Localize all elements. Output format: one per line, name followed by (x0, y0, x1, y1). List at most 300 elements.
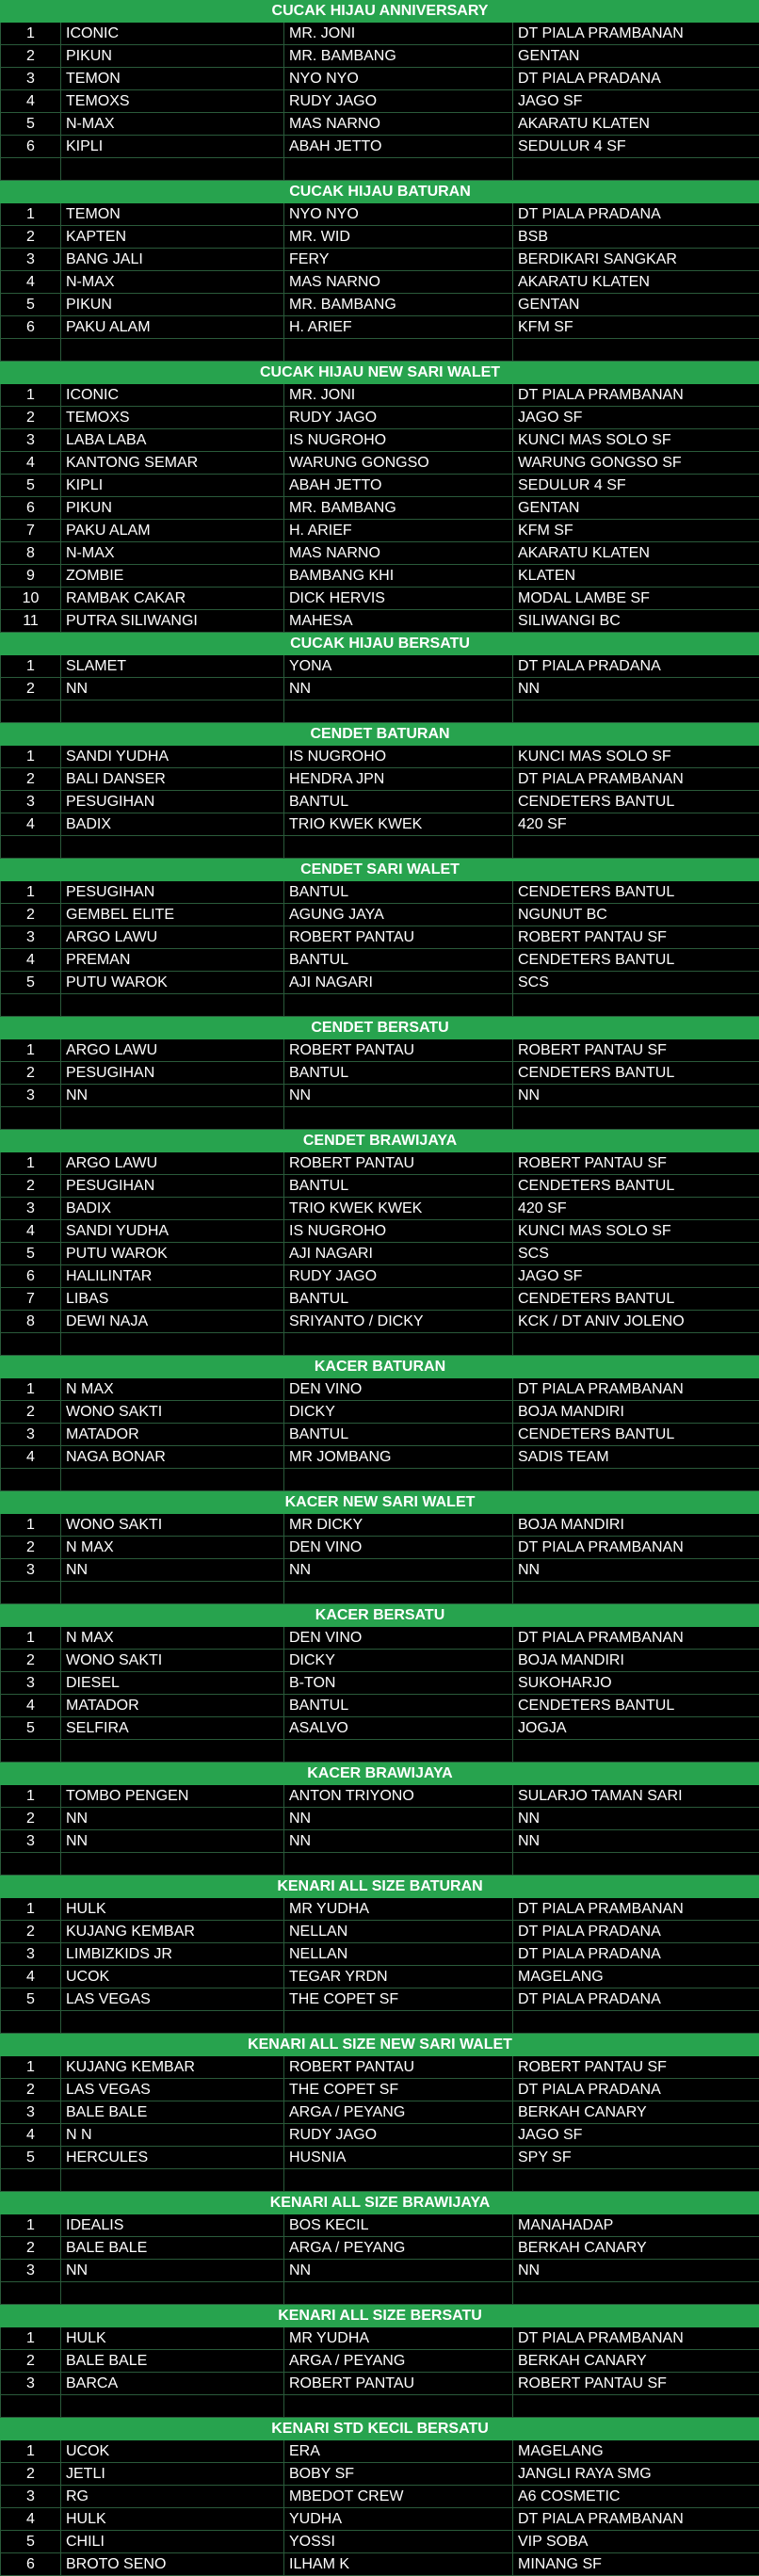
bird-name-cell: BARCA (61, 2373, 284, 2395)
bird-name-cell: NN (61, 1559, 284, 1582)
empty-cell (284, 2011, 513, 2034)
bird-name-cell: N MAX (61, 1537, 284, 1559)
bird-name-cell: LAS VEGAS (61, 1988, 284, 2011)
bird-name-cell: BROTO SENO (61, 2553, 284, 2576)
owner-cell: NN (284, 1559, 513, 1582)
owner-cell: NN (284, 1830, 513, 1853)
table-row (1, 2373, 759, 2395)
section-header (1, 2305, 759, 2327)
rank-cell: 2 (1, 226, 61, 249)
team-cell: JAGO SF (513, 90, 759, 113)
owner-cell: FERY (284, 249, 513, 271)
table-row (1, 1695, 759, 1717)
table-row (1, 1921, 759, 1943)
owner-cell: THE COPET SF (284, 2079, 513, 2101)
bird-name-cell: TOMBO PENGEN (61, 1785, 284, 1808)
bird-name-cell: TEMON (61, 203, 284, 226)
table-row (1, 926, 759, 949)
table-row (1, 2147, 759, 2169)
empty-cell (61, 2282, 284, 2305)
rank-cell: 4 (1, 1220, 61, 1243)
owner-cell: ARGA / PEYANG (284, 2237, 513, 2260)
owner-cell: IS NUGROHO (284, 746, 513, 768)
owner-cell: AJI NAGARI (284, 1243, 513, 1265)
team-cell: CENDETERS BANTUL (513, 791, 759, 813)
rank-cell: 3 (1, 926, 61, 949)
owner-cell: BOBY SF (284, 2463, 513, 2486)
empty-cell (284, 2169, 513, 2192)
rank-cell: 2 (1, 407, 61, 429)
bird-name-cell: BADIX (61, 813, 284, 836)
table-row (1, 1514, 759, 1537)
bird-name-cell: ARGO LAWU (61, 1039, 284, 1062)
section-header (1, 0, 759, 23)
table-row (1, 1446, 759, 1469)
owner-cell: ERA (284, 2440, 513, 2463)
team-cell: CENDETERS BANTUL (513, 1424, 759, 1446)
team-cell: MAGELANG (513, 2440, 759, 2463)
owner-cell: BANTUL (284, 791, 513, 813)
table-row (1, 2350, 759, 2373)
bird-name-cell: CHILI (61, 2531, 284, 2553)
rank-cell: 4 (1, 2124, 61, 2147)
bird-name-cell: LIBAS (61, 1288, 284, 1311)
team-cell: DT PIALA PRAMBANAN (513, 384, 759, 407)
empty-cell (1, 2282, 61, 2305)
bird-name-cell: KIPLI (61, 136, 284, 158)
spacer-row (1, 2282, 759, 2305)
team-cell: MINANG SF (513, 2553, 759, 2576)
team-cell: GENTAN (513, 294, 759, 316)
table-row (1, 1808, 759, 1830)
rank-cell: 3 (1, 1198, 61, 1220)
rank-cell: 6 (1, 2553, 61, 2576)
spacer-row (1, 700, 759, 723)
rank-cell: 2 (1, 1175, 61, 1198)
empty-cell (1, 1582, 61, 1604)
section-title: KACER BATURAN (1, 1356, 759, 1378)
table-row (1, 45, 759, 68)
table-row (1, 1537, 759, 1559)
rank-cell: 4 (1, 271, 61, 294)
owner-cell: MBEDOT CREW (284, 2486, 513, 2508)
owner-cell: BOS KECIL (284, 2214, 513, 2237)
team-cell: ROBERT PANTAU SF (513, 926, 759, 949)
table-row (1, 68, 759, 90)
bird-name-cell: N MAX (61, 1627, 284, 1650)
team-cell: DT PIALA PRAMBANAN (513, 2327, 759, 2350)
bird-name-cell: NN (61, 1085, 284, 1107)
team-cell: JAGO SF (513, 407, 759, 429)
empty-cell (513, 1469, 759, 1491)
rank-cell: 3 (1, 2260, 61, 2282)
table-row (1, 949, 759, 972)
table-row (1, 226, 759, 249)
team-cell: DT PIALA PRADANA (513, 655, 759, 678)
table-row (1, 2214, 759, 2237)
rank-cell: 5 (1, 113, 61, 136)
table-row (1, 1424, 759, 1446)
owner-cell: MR. JONI (284, 23, 513, 45)
owner-cell: YOSSI (284, 2531, 513, 2553)
bird-name-cell: BALE BALE (61, 2237, 284, 2260)
table-row (1, 678, 759, 700)
spacer-row (1, 1469, 759, 1491)
table-row (1, 1378, 759, 1401)
team-cell: BERDIKARI SANGKAR (513, 249, 759, 271)
section-header (1, 1017, 759, 1039)
empty-cell (61, 994, 284, 1017)
empty-cell (284, 1107, 513, 1130)
bird-name-cell: RAMBAK CAKAR (61, 588, 284, 610)
bird-name-cell: LAS VEGAS (61, 2079, 284, 2101)
rank-cell: 1 (1, 1039, 61, 1062)
team-cell: SPY SF (513, 2147, 759, 2169)
empty-cell (284, 339, 513, 362)
empty-cell (1, 339, 61, 362)
team-cell: WARUNG GONGSO SF (513, 452, 759, 475)
owner-cell: ROBERT PANTAU (284, 2373, 513, 2395)
table-row (1, 1152, 759, 1175)
table-row (1, 791, 759, 813)
owner-cell: AGUNG JAYA (284, 904, 513, 926)
table-row (1, 1401, 759, 1424)
rank-cell: 2 (1, 1921, 61, 1943)
section-title: KENARI ALL SIZE NEW SARI WALET (1, 2034, 759, 2056)
owner-cell: BAMBANG KHI (284, 565, 513, 588)
owner-cell: RUDY JAGO (284, 90, 513, 113)
table-row (1, 2463, 759, 2486)
section-title: CENDET SARI WALET (1, 859, 759, 881)
rank-cell: 2 (1, 2463, 61, 2486)
bird-name-cell: ARGO LAWU (61, 1152, 284, 1175)
table-row (1, 1039, 759, 1062)
spacer-row (1, 158, 759, 181)
bird-name-cell: WONO SAKTI (61, 1514, 284, 1537)
owner-cell: MR YUDHA (284, 2327, 513, 2350)
rank-cell: 4 (1, 813, 61, 836)
section-header (1, 2034, 759, 2056)
rank-cell: 3 (1, 249, 61, 271)
empty-cell (513, 1333, 759, 1356)
team-cell: SILIWANGI BC (513, 610, 759, 633)
rank-cell: 3 (1, 2486, 61, 2508)
rank-cell: 9 (1, 565, 61, 588)
bird-name-cell: UCOK (61, 2440, 284, 2463)
owner-cell: MR DICKY (284, 1514, 513, 1537)
rank-cell: 3 (1, 2101, 61, 2124)
table-row (1, 588, 759, 610)
team-cell: ROBERT PANTAU SF (513, 2056, 759, 2079)
empty-cell (61, 700, 284, 723)
bird-name-cell: PUTU WAROK (61, 972, 284, 994)
team-cell: AKARATU KLATEN (513, 113, 759, 136)
bird-name-cell: KUJANG KEMBAR (61, 2056, 284, 2079)
rank-cell: 1 (1, 655, 61, 678)
bird-name-cell: PIKUN (61, 497, 284, 520)
table-row (1, 972, 759, 994)
team-cell: KFM SF (513, 316, 759, 339)
owner-cell: DICKY (284, 1401, 513, 1424)
rank-cell: 1 (1, 1378, 61, 1401)
empty-cell (284, 994, 513, 1017)
owner-cell: ILHAM K (284, 2553, 513, 2576)
owner-cell: YONA (284, 655, 513, 678)
rank-cell: 4 (1, 1966, 61, 1988)
team-cell: MAGELANG (513, 1966, 759, 1988)
team-cell: JAGO SF (513, 1265, 759, 1288)
team-cell: DT PIALA PRAMBANAN (513, 23, 759, 45)
bird-name-cell: LIMBIZKIDS JR (61, 1943, 284, 1966)
owner-cell: RUDY JAGO (284, 407, 513, 429)
bird-name-cell: SLAMET (61, 655, 284, 678)
bird-name-cell: PAKU ALAM (61, 520, 284, 542)
owner-cell: MAS NARNO (284, 542, 513, 565)
bird-name-cell: N N (61, 2124, 284, 2147)
empty-cell (61, 1333, 284, 1356)
empty-cell (61, 2011, 284, 2034)
empty-cell (61, 1582, 284, 1604)
table-row (1, 271, 759, 294)
bird-name-cell: DEWI NAJA (61, 1311, 284, 1333)
team-cell: BOJA MANDIRI (513, 1514, 759, 1537)
team-cell: BERKAH CANARY (513, 2350, 759, 2373)
empty-cell (284, 1333, 513, 1356)
rank-cell: 2 (1, 1062, 61, 1085)
owner-cell: BANTUL (284, 949, 513, 972)
empty-cell (1, 836, 61, 859)
table-row (1, 1717, 759, 1740)
bird-name-cell: SANDI YUDHA (61, 1220, 284, 1243)
bird-name-cell: JETLI (61, 2463, 284, 2486)
table-row (1, 768, 759, 791)
owner-cell: THE COPET SF (284, 1988, 513, 2011)
team-cell: KCK / DT ANIV JOLENO (513, 1311, 759, 1333)
owner-cell: ROBERT PANTAU (284, 926, 513, 949)
spacer-row (1, 1740, 759, 1763)
table-row (1, 1175, 759, 1198)
owner-cell: WARUNG GONGSO (284, 452, 513, 475)
bird-name-cell: HULK (61, 2327, 284, 2350)
empty-cell (1, 2011, 61, 2034)
owner-cell: TEGAR YRDN (284, 1966, 513, 1988)
section-header (1, 1604, 759, 1627)
rank-cell: 1 (1, 881, 61, 904)
empty-cell (61, 158, 284, 181)
bird-name-cell: HERCULES (61, 2147, 284, 2169)
rank-cell: 5 (1, 1717, 61, 1740)
owner-cell: ARGA / PEYANG (284, 2350, 513, 2373)
table-row (1, 2531, 759, 2553)
table-row (1, 2553, 759, 2576)
section-header (1, 2418, 759, 2440)
team-cell: MANAHADAP (513, 2214, 759, 2237)
owner-cell: MR. JONI (284, 384, 513, 407)
table-row (1, 90, 759, 113)
empty-cell (61, 1107, 284, 1130)
empty-cell (284, 700, 513, 723)
team-cell: AKARATU KLATEN (513, 271, 759, 294)
bird-name-cell: PUTRA SILIWANGI (61, 610, 284, 633)
table-row (1, 23, 759, 45)
bird-name-cell: N-MAX (61, 542, 284, 565)
empty-cell (1, 1853, 61, 1876)
rank-cell: 7 (1, 1288, 61, 1311)
team-cell: CENDETERS BANTUL (513, 1288, 759, 1311)
team-cell: DT PIALA PRAMBANAN (513, 768, 759, 791)
rank-cell: 3 (1, 1559, 61, 1582)
team-cell: JANGLI RAYA SMG (513, 2463, 759, 2486)
team-cell: BOJA MANDIRI (513, 1401, 759, 1424)
rank-cell: 1 (1, 2056, 61, 2079)
bird-name-cell: MATADOR (61, 1424, 284, 1446)
rank-cell: 6 (1, 1265, 61, 1288)
rank-cell: 3 (1, 1672, 61, 1695)
section-title: KENARI STD KECIL BERSATU (1, 2418, 759, 2440)
empty-cell (1, 1740, 61, 1763)
table-row (1, 1898, 759, 1921)
section-header (1, 362, 759, 384)
rank-cell: 4 (1, 1446, 61, 1469)
owner-cell: MAS NARNO (284, 113, 513, 136)
section-title: KENARI ALL SIZE BATURAN (1, 1876, 759, 1898)
table-row (1, 610, 759, 633)
rank-cell: 2 (1, 2350, 61, 2373)
rank-cell: 4 (1, 2508, 61, 2531)
team-cell: A6 COSMETIC (513, 2486, 759, 2508)
empty-cell (513, 2395, 759, 2418)
bird-name-cell: DIESEL (61, 1672, 284, 1695)
empty-cell (1, 1469, 61, 1491)
empty-cell (513, 1853, 759, 1876)
empty-cell (513, 2011, 759, 2034)
table-row (1, 542, 759, 565)
rank-cell: 1 (1, 2440, 61, 2463)
owner-cell: MR. WID (284, 226, 513, 249)
section-title: KACER NEW SARI WALET (1, 1491, 759, 1514)
empty-cell (1, 158, 61, 181)
empty-cell (284, 1582, 513, 1604)
table-row (1, 294, 759, 316)
team-cell: SEDULUR 4 SF (513, 475, 759, 497)
bird-name-cell: N MAX (61, 1378, 284, 1401)
section-title: CUCAK HIJAU BATURAN (1, 181, 759, 203)
bird-name-cell: IDEALIS (61, 2214, 284, 2237)
team-cell: SCS (513, 972, 759, 994)
owner-cell: BANTUL (284, 1175, 513, 1198)
table-row (1, 429, 759, 452)
rank-cell: 2 (1, 678, 61, 700)
spacer-row (1, 2169, 759, 2192)
spacer-row (1, 2011, 759, 2034)
spacer-row (1, 994, 759, 1017)
table-row (1, 1672, 759, 1695)
owner-cell: BANTUL (284, 1695, 513, 1717)
table-row (1, 655, 759, 678)
owner-cell: NN (284, 1085, 513, 1107)
bird-name-cell: ICONIC (61, 384, 284, 407)
team-cell: VIP SOBA (513, 2531, 759, 2553)
rank-cell: 3 (1, 429, 61, 452)
team-cell: NN (513, 1830, 759, 1853)
bird-name-cell: KAPTEN (61, 226, 284, 249)
team-cell: KFM SF (513, 520, 759, 542)
section-header (1, 1876, 759, 1898)
bird-name-cell: ZOMBIE (61, 565, 284, 588)
table-row (1, 316, 759, 339)
owner-cell: DEN VINO (284, 1378, 513, 1401)
bird-name-cell: BALE BALE (61, 2350, 284, 2373)
empty-cell (1, 994, 61, 1017)
spacer-row (1, 1333, 759, 1356)
owner-cell: ABAH JETTO (284, 475, 513, 497)
table-row (1, 407, 759, 429)
section-title: CUCAK HIJAU BERSATU (1, 633, 759, 655)
empty-cell (284, 1469, 513, 1491)
owner-cell: NN (284, 2260, 513, 2282)
section-title: CUCAK HIJAU ANNIVERSARY (1, 0, 759, 23)
table-row (1, 2486, 759, 2508)
spacer-row (1, 836, 759, 859)
team-cell: DT PIALA PRAMBANAN (513, 1378, 759, 1401)
team-cell: KUNCI MAS SOLO SF (513, 429, 759, 452)
section-title: KACER BERSATU (1, 1604, 759, 1627)
owner-cell: IS NUGROHO (284, 1220, 513, 1243)
rank-cell: 4 (1, 949, 61, 972)
rank-cell: 8 (1, 542, 61, 565)
table-row (1, 813, 759, 836)
rank-cell: 6 (1, 316, 61, 339)
rank-cell: 2 (1, 904, 61, 926)
empty-cell (1, 2395, 61, 2418)
bird-name-cell: N-MAX (61, 113, 284, 136)
owner-cell: NN (284, 678, 513, 700)
rank-cell: 1 (1, 2327, 61, 2350)
team-cell: ROBERT PANTAU SF (513, 1152, 759, 1175)
section-header (1, 2192, 759, 2214)
rank-cell: 2 (1, 1537, 61, 1559)
bird-name-cell: TEMON (61, 68, 284, 90)
bird-name-cell: BALE BALE (61, 2101, 284, 2124)
owner-cell: DICKY (284, 1650, 513, 1672)
team-cell: ROBERT PANTAU SF (513, 1039, 759, 1062)
empty-cell (513, 158, 759, 181)
table-row (1, 113, 759, 136)
empty-cell (1, 1107, 61, 1130)
team-cell: SEDULUR 4 SF (513, 136, 759, 158)
team-cell: CENDETERS BANTUL (513, 881, 759, 904)
owner-cell: BANTUL (284, 1288, 513, 1311)
spacer-row (1, 1582, 759, 1604)
owner-cell: NELLAN (284, 1943, 513, 1966)
rank-cell: 2 (1, 45, 61, 68)
table-row (1, 1627, 759, 1650)
section-header (1, 1491, 759, 1514)
empty-cell (513, 2282, 759, 2305)
rank-cell: 1 (1, 23, 61, 45)
section-title: CUCAK HIJAU NEW SARI WALET (1, 362, 759, 384)
owner-cell: TRIO KWEK KWEK (284, 813, 513, 836)
spacer-row (1, 339, 759, 362)
empty-cell (284, 158, 513, 181)
section-title: KENARI ALL SIZE BERSATU (1, 2305, 759, 2327)
rank-cell: 3 (1, 1830, 61, 1853)
rank-cell: 5 (1, 294, 61, 316)
owner-cell: AJI NAGARI (284, 972, 513, 994)
rank-cell: 5 (1, 1988, 61, 2011)
table-row (1, 1288, 759, 1311)
owner-cell: BANTUL (284, 881, 513, 904)
